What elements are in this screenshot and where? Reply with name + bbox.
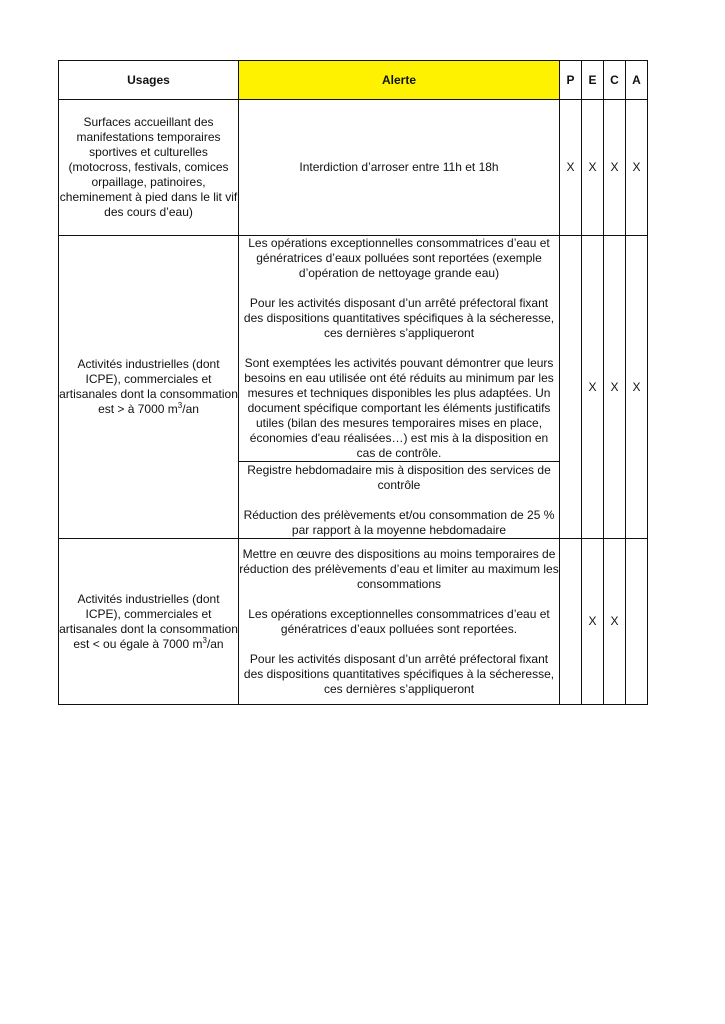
header-a: A [626, 61, 648, 100]
header-e: E [582, 61, 604, 100]
usage-cell [59, 100, 239, 236]
usage-text: Activités industrielles (dont ICPE), commerciales et artisanales dont la consommation est < ou égale à 7000 m [59, 591, 238, 651]
mark-p [560, 236, 582, 539]
alerte-cell [239, 236, 560, 462]
table-header-row [59, 61, 648, 100]
table-row [59, 539, 648, 705]
mark-e: X [582, 236, 604, 539]
usage-text: Surfaces accueillant des manifestations temporaires sportives et culturelles (motocross, festivals, comices orpaillage, patinoires, cheminement à pied dans le lit vif des cours d’eau) [59, 115, 238, 219]
mark-a [626, 539, 648, 705]
alerte-cell [239, 462, 560, 539]
drought-measures-table [58, 60, 648, 705]
alerte-cell [239, 100, 560, 236]
alerte-cell [239, 539, 560, 705]
usage-cell [59, 539, 239, 705]
usage-cell [59, 236, 239, 539]
alerte-text: Pour les activités disposant d’un arrêté préfectoral fixant des dispositions quantitatives spécifiques à la sécheresse, ces dernières s’appliqueront [243, 651, 555, 696]
table-row [59, 100, 648, 236]
mark-a: X [626, 100, 648, 236]
alerte-text: Les opérations exceptionnelles consommatrices d’eau et génératrices d’eaux polluées sont reportées. [248, 606, 550, 636]
alerte-text: Sont exemptées les activités pouvant démontrer que leurs besoins en eau utilisée ont été réduits au minimum par les mesures et techniques disponibles les plus adaptées. Un document spécifique comportant les éléments justificatifs utiles (bilan des mesures temporaires mises en place, économies d'eau réalisées…) est mis à la disposition en cas de contrôle. [244, 356, 554, 460]
alerte-text: Les opérations exceptionnelles consommatrices d’eau et génératrices d’eaux polluées sont reportées (exemple d’opération de nettoyage grande eau) [248, 236, 550, 280]
usage-superscript: 3 [202, 635, 207, 645]
header-usages: Usages [59, 61, 239, 100]
mark-p [560, 539, 582, 705]
mark-c: X [604, 236, 626, 539]
usage-text: Activités industrielles (dont ICPE), commerciales et artisanales dont la consommation est > à 7000 m [59, 357, 238, 416]
header-c: C [604, 61, 626, 100]
mark-e: X [582, 100, 604, 236]
header-p: P [560, 61, 582, 100]
alerte-text: Réduction des prélèvements et/ou consommation de 25 % par rapport à la moyenne hebdomadaire [243, 507, 555, 537]
mark-c: X [604, 539, 626, 705]
alerte-text: Pour les activités disposant d’un arrêté préfectoral fixant des dispositions quantitatives spécifiques à la sécheresse, ces dernières s’appliqueront [243, 296, 555, 340]
table-row [59, 236, 648, 462]
mark-c: X [604, 100, 626, 236]
alerte-text: Mettre en œuvre des dispositions au moins temporaires de réduction des prélèvements d’eau et limiter au maximum les consommations [239, 546, 559, 591]
mark-a: X [626, 236, 648, 539]
header-alerte: Alerte [239, 61, 560, 100]
usage-superscript: 3 [177, 401, 183, 410]
mark-p: X [560, 100, 582, 236]
usage-unit: /an [182, 402, 199, 416]
alerte-text: Interdiction d’arroser entre 11h et 18h [299, 160, 499, 174]
alerte-text: Registre hebdomadaire mis à disposition des services de contrôle [247, 462, 551, 492]
mark-e: X [582, 539, 604, 705]
usage-unit: /an [206, 636, 224, 651]
